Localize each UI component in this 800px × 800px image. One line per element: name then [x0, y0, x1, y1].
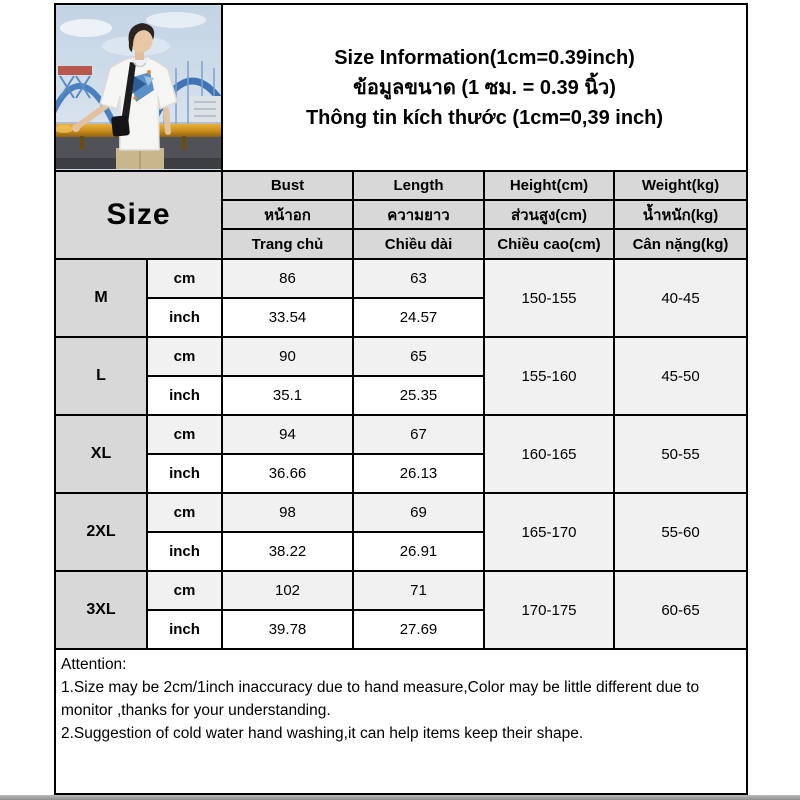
header-bust-th: หน้าอก	[222, 200, 353, 229]
table-row	[55, 259, 747, 298]
size-m: M	[55, 259, 147, 337]
bottom-gradient-band	[0, 795, 800, 800]
header-height-en: Height(cm)	[484, 171, 614, 200]
header-bust-en: Bust	[222, 171, 353, 200]
unit-inch: inch	[147, 298, 222, 337]
bust-inch-value: 35.1	[222, 376, 353, 415]
bust-cm-value: 86	[222, 259, 353, 298]
length-cm-value: 67	[353, 415, 484, 454]
attention-label: Attention:	[61, 656, 127, 673]
header-bust-vi: Trang chủ	[222, 229, 353, 259]
length-cm-value: 71	[353, 571, 484, 610]
bust-cm-value: 90	[222, 337, 353, 376]
header-height-th: ส่วนสูง(cm)	[484, 200, 614, 229]
unit-cm: cm	[147, 493, 222, 532]
table-row	[55, 337, 747, 376]
height-range: 165-170	[484, 493, 614, 571]
length-inch-value: 27.69	[353, 610, 484, 649]
unit-cm: cm	[147, 571, 222, 610]
table-row	[55, 415, 747, 454]
unit-inch: inch	[147, 454, 222, 493]
title-block	[222, 4, 747, 171]
header-length-vi: Chiều dài	[353, 229, 484, 259]
header-weight-th: น้ำหนัก(kg)	[614, 200, 747, 229]
bust-cm-value: 94	[222, 415, 353, 454]
header-length-th: ความยาว	[353, 200, 484, 229]
header-length-en: Length	[353, 171, 484, 200]
height-range: 150-155	[484, 259, 614, 337]
length-cm-value: 65	[353, 337, 484, 376]
attention-note	[55, 649, 747, 794]
length-inch-value: 26.91	[353, 532, 484, 571]
attention-row	[55, 649, 747, 794]
bust-inch-value: 36.66	[222, 454, 353, 493]
header-height-vi: Chiều cao(cm)	[484, 229, 614, 259]
model-photo-illustration	[56, 6, 221, 169]
attention-line-1: 1.Size may be 2cm/1inch inaccuracy due to hand measure,Color may be little different due to monitor ,thanks for your understanding.	[61, 679, 700, 719]
bust-cm-value: 98	[222, 493, 353, 532]
size-l: L	[55, 337, 147, 415]
height-range: 160-165	[484, 415, 614, 493]
weight-range: 50-55	[614, 415, 747, 493]
unit-inch: inch	[147, 610, 222, 649]
length-cm-value: 69	[353, 493, 484, 532]
title-english: Size Information(1cm=0.39inch)	[334, 46, 635, 69]
size-2xl: 2XL	[55, 493, 147, 571]
unit-cm: cm	[147, 415, 222, 454]
bust-inch-value: 39.78	[222, 610, 353, 649]
weight-range: 40-45	[614, 259, 747, 337]
attention-line-2: 2.Suggestion of cold water hand washing,it can help items keep their shape.	[61, 725, 584, 742]
length-inch-value: 24.57	[353, 298, 484, 337]
weight-range: 60-65	[614, 571, 747, 649]
weight-range: 45-50	[614, 337, 747, 415]
height-range: 155-160	[484, 337, 614, 415]
size-3xl: 3XL	[55, 571, 147, 649]
size-xl: XL	[55, 415, 147, 493]
table-row	[55, 493, 747, 532]
bust-cm-value: 102	[222, 571, 353, 610]
header-weight-en: Weight(kg)	[614, 171, 747, 200]
size-information-table	[54, 3, 748, 795]
bust-inch-value: 38.22	[222, 532, 353, 571]
top-row	[55, 4, 747, 171]
bust-inch-value: 33.54	[222, 298, 353, 337]
length-inch-value: 25.35	[353, 376, 484, 415]
unit-cm: cm	[147, 259, 222, 298]
unit-inch: inch	[147, 376, 222, 415]
height-range: 170-175	[484, 571, 614, 649]
table-row	[55, 571, 747, 610]
length-inch-value: 26.13	[353, 454, 484, 493]
title-thai: ข้อมูลขนาด (1 ซม. = 0.39 นิ้ว)	[353, 76, 616, 99]
header-row-english	[55, 171, 747, 200]
header-weight-vi: Cân nặng(kg)	[614, 229, 747, 259]
unit-cm: cm	[147, 337, 222, 376]
size-header: Size	[55, 171, 222, 259]
title-vietnamese: Thông tin kích thước (1cm=0,39 inch)	[305, 106, 664, 129]
unit-inch: inch	[147, 532, 222, 571]
model-photo	[55, 4, 222, 171]
weight-range: 55-60	[614, 493, 747, 571]
length-cm-value: 63	[353, 259, 484, 298]
